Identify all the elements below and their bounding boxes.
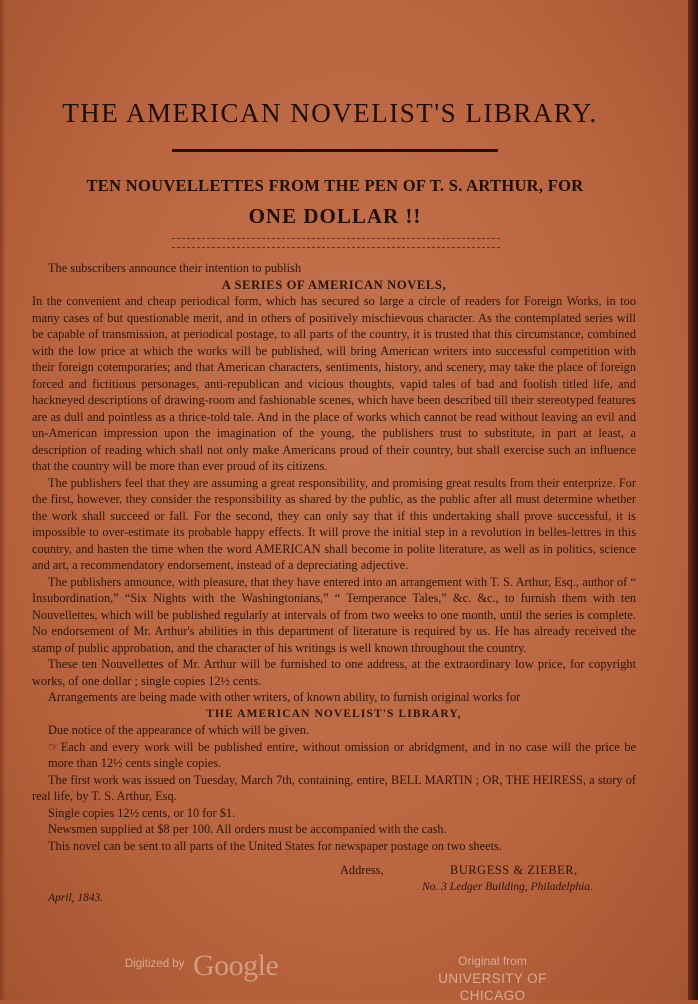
document-title: THE AMERICAN NOVELIST'S LIBRARY.	[62, 98, 598, 128]
paragraph-1: In the convenient and cheap periodical form, which has secured so large a circle of readers for Foreign Works, in too many cases of but questionable merit, and in others of positively mischievous character. As the contemplated series will be capable of transmission, at periodical postage, to all parts of the country, it is trusted that this circumstance, combined with the low price at which the works will be published, will bring American writers into successful competition with their foreign cotemporaries; and that American characters, sentiments, history, and scenery, may take the place of foreign forced and fictitious personages, anti-republican and vicious thoughts, vapid tales of bad and foolish titled life, and hackneyed descriptions of drawing-room and fashionable scenes, which have been described till their stereotyped features are as dull and pointless as a thrice-told tale. And in the place of works which cannot be read without leaving an evil and un-American impression upon the imagination of the young, the publishers trust to substitute, in part at least, a description of reading which shall not only make Americans proud of their country, but shall exercise such an influence that the country will be more than ever proud of its citizens.	[32, 294, 636, 473]
price-headline: ONE DOLLAR !!	[248, 204, 422, 228]
original-from-label: Original from	[458, 954, 527, 968]
digitized-by-label: Digitized by	[125, 958, 185, 970]
series-heading: A SERIES OF AMERICAN NOVELS,	[221, 277, 447, 292]
intro-line: The subscribers announce their intention to publish	[48, 261, 301, 275]
single-copies-line: Single copies 12½ cents, or 10 for $1.	[48, 805, 236, 820]
newsmen-line: Newsmen supplied at $8 per 100. All orders must be accompanied with the cash.	[48, 822, 447, 836]
each-work-text: Each and every work will be published entire, without omission or abridgment, and in no case will the price be more than 12½ cents single copies.	[48, 739, 636, 770]
each-work-notice	[32, 739, 636, 772]
page-edge-right	[688, 0, 698, 1000]
title-rule	[172, 149, 498, 152]
page-edge-left	[0, 0, 6, 1000]
ornamental-rule	[172, 238, 500, 248]
google-logo: Google	[193, 949, 279, 982]
paragraph-4: These ten Nouvellettes of Mr. Arthur will be furnished to one address, at the extraordinary low price, for copyright works, of one dollar ; single copies 12½ cents.	[32, 657, 636, 688]
pointing-hand-icon: ☞	[48, 739, 59, 754]
address-label: Address,	[340, 863, 384, 877]
publisher-address: No. 3 Ledger Building, Philadelphia.	[422, 881, 593, 893]
paragraph-3: The publishers announce, with pleasure, that they have entered into an arrangement with T. S. Arthur, Esq., author of “ Insubordination,” “Six Nights with the Washingtonians,” “ Temperance Tales,” &c. &c., to furnish them with ten Nouvellettes, which will be published regularly at intervals of from two weeks to one month, until the series is complete. No endorsement of Mr. Arthur's abilities in this department of literature is required by us. He has already received the stamp of public approbation, and the character of his writings is well known throughout the country.	[32, 574, 636, 655]
paragraph-5: Arrangements are being made with other writers, of known ability, to furnish original works for	[48, 690, 521, 704]
issue-date: April, 1843.	[48, 892, 104, 904]
postage-line: This novel can be sent to all parts of the United States for newspaper postage on two sheets.	[48, 838, 502, 853]
prospectus-body	[32, 260, 636, 854]
original-from-watermark	[405, 953, 580, 1004]
document-subtitle: TEN NOUVELLETTES FROM THE PEN OF T. S. ARTHUR, FOR	[86, 176, 584, 195]
paragraph-2: The publishers feel that they are assuming a great responsibility, and promising great results from their enterprize. For the first, however, they consider the responsibility as shared by the public, as the public after all must determine whether the work shall succeed or fall. For the second, they can only say that if this undertaking shall prove successful, it is impossible to over-estimate its probable happy effects. It will prove the initial step in a revolution in belles-lettres in this country, and hasten the time when the word AMERICAN shall become in polite literature, as well as in politics, science and art, a recommendatory endorsement, instead of a depreciating adjective.	[32, 475, 636, 572]
due-notice: Due notice of the appearance of which will be given.	[48, 723, 310, 737]
publisher-firm: BURGESS & ZIEBER,	[450, 863, 578, 877]
institution-label: UNIVERSITY OF CHICAGO	[438, 971, 547, 1003]
library-heading: THE AMERICAN NOVELIST'S LIBRARY,	[206, 707, 462, 720]
first-work-notice: The first work was issued on Tuesday, March 7th, containing, entire, BELL MARTIN ; OR, THE HEIRESS, a story of real life, by T. S. Arthur, Esq.	[32, 772, 636, 803]
